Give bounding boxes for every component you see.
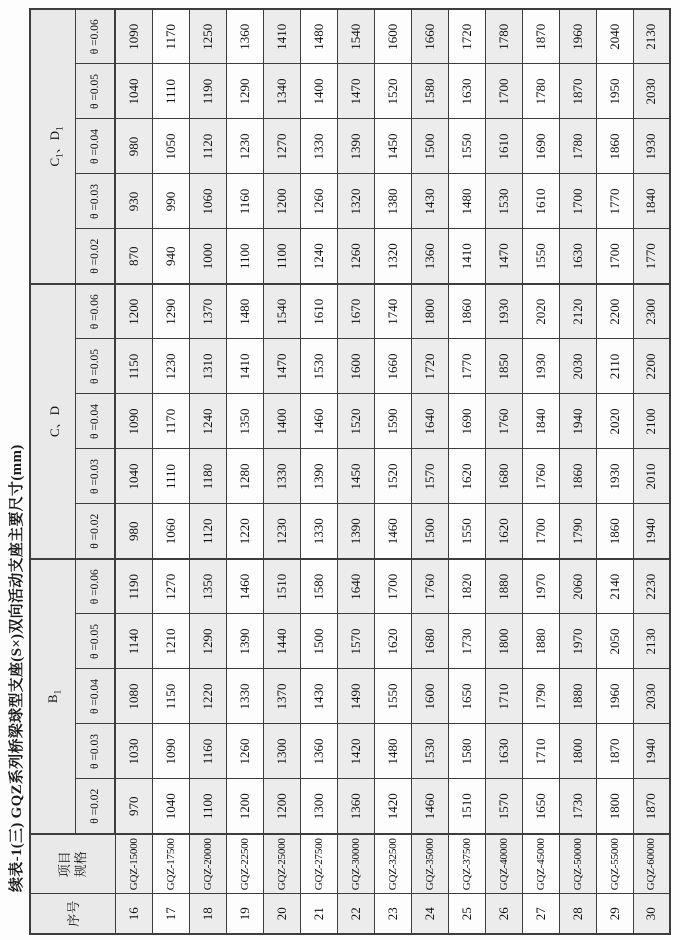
value-cell: 1230 <box>263 504 300 559</box>
value-cell: 1450 <box>374 119 411 174</box>
value-cell: 1520 <box>374 64 411 119</box>
spec-cell: GQZ-35000 <box>411 834 448 894</box>
value-cell: 1780 <box>559 119 596 174</box>
value-cell: 1650 <box>522 779 559 834</box>
value-cell: 1480 <box>300 9 337 64</box>
value-cell: 1050 <box>152 119 189 174</box>
value-cell: 1200 <box>115 284 152 339</box>
spec-cell: GQZ-60000 <box>633 834 670 894</box>
value-cell: 2100 <box>633 394 670 449</box>
value-cell: 1850 <box>485 339 522 394</box>
value-cell: 1600 <box>411 669 448 724</box>
value-cell: 2020 <box>522 284 559 339</box>
value-cell: 1640 <box>337 559 374 614</box>
value-cell: 1360 <box>337 779 374 834</box>
serial-cell: 20 <box>263 894 300 934</box>
value-cell: 1600 <box>374 9 411 64</box>
page-title: 续表-1(三) GQZ系列桥梁球型支座(S×)双向活动支座主要尺寸(mm) <box>9 444 25 892</box>
value-cell: 1370 <box>263 669 300 724</box>
value-cell: 1390 <box>300 449 337 504</box>
value-cell: 1040 <box>152 779 189 834</box>
value-cell: 1300 <box>300 779 337 834</box>
table-row <box>337 9 374 934</box>
value-cell: 1290 <box>152 284 189 339</box>
group-header-cd: C、D <box>30 284 76 559</box>
spec-header-line: 规格 <box>72 851 88 878</box>
value-cell: 1320 <box>337 174 374 229</box>
value-cell: 1790 <box>559 504 596 559</box>
table-row <box>596 9 633 934</box>
value-cell: 2110 <box>596 339 633 394</box>
value-cell: 1680 <box>485 449 522 504</box>
value-cell: 1340 <box>263 64 300 119</box>
value-cell: 1410 <box>226 339 263 394</box>
value-cell: 1950 <box>596 64 633 119</box>
value-cell: 1780 <box>522 64 559 119</box>
table-row <box>633 9 670 934</box>
value-cell: 1610 <box>522 174 559 229</box>
value-cell: 1470 <box>485 229 522 284</box>
value-cell: 1760 <box>485 394 522 449</box>
theta-header-cell: θ =0.02 <box>76 229 116 284</box>
value-cell: 1100 <box>226 229 263 284</box>
value-cell: 1500 <box>411 504 448 559</box>
value-cell: 1190 <box>115 559 152 614</box>
value-cell: 1240 <box>300 229 337 284</box>
value-cell: 1180 <box>189 449 226 504</box>
value-cell: 1400 <box>263 394 300 449</box>
table-row <box>448 9 485 934</box>
value-cell: 1800 <box>559 724 596 779</box>
value-cell: 2040 <box>596 9 633 64</box>
value-cell: 1840 <box>522 394 559 449</box>
serial-cell: 24 <box>411 894 448 934</box>
value-cell: 1410 <box>263 9 300 64</box>
spec-cell: GQZ-32500 <box>374 834 411 894</box>
value-cell: 930 <box>115 174 152 229</box>
value-cell: 1110 <box>152 449 189 504</box>
value-cell: 1000 <box>189 229 226 284</box>
serial-cell: 21 <box>300 894 337 934</box>
value-cell: 1320 <box>374 229 411 284</box>
theta-header-cell: θ =0.05 <box>76 614 116 669</box>
theta-header-cell: θ =0.02 <box>76 504 116 559</box>
value-cell: 1290 <box>189 614 226 669</box>
serial-cell: 19 <box>226 894 263 934</box>
value-cell: 1690 <box>522 119 559 174</box>
value-cell: 1860 <box>448 284 485 339</box>
theta-header-cell: θ =0.03 <box>76 174 116 229</box>
value-cell: 1330 <box>300 119 337 174</box>
value-cell: 1460 <box>226 559 263 614</box>
serial-cell: 25 <box>448 894 485 934</box>
value-cell: 1200 <box>263 779 300 834</box>
spec-cell: GQZ-37500 <box>448 834 485 894</box>
table-row <box>559 9 596 934</box>
value-cell: 1380 <box>374 174 411 229</box>
value-cell: 1100 <box>263 229 300 284</box>
value-cell: 1040 <box>115 64 152 119</box>
value-cell: 1360 <box>411 229 448 284</box>
value-cell: 1160 <box>189 724 226 779</box>
value-cell: 1800 <box>485 614 522 669</box>
value-cell: 2120 <box>559 284 596 339</box>
value-cell: 1860 <box>596 504 633 559</box>
value-cell: 1190 <box>189 64 226 119</box>
value-cell: 1580 <box>448 724 485 779</box>
value-cell: 1260 <box>300 174 337 229</box>
value-cell: 1620 <box>448 449 485 504</box>
dimensions-table <box>29 8 671 935</box>
value-cell: 1740 <box>374 284 411 339</box>
theta-header-cell: θ =0.05 <box>76 64 116 119</box>
theta-header-cell: θ =0.06 <box>76 559 116 614</box>
value-cell: 1930 <box>522 339 559 394</box>
value-cell: 1720 <box>448 9 485 64</box>
value-cell: 1160 <box>226 174 263 229</box>
value-cell: 2060 <box>559 559 596 614</box>
value-cell: 1970 <box>522 559 559 614</box>
value-cell: 1200 <box>263 174 300 229</box>
value-cell: 1330 <box>226 669 263 724</box>
value-cell: 1930 <box>485 284 522 339</box>
value-cell: 1170 <box>152 9 189 64</box>
value-cell: 1090 <box>115 9 152 64</box>
value-cell: 1580 <box>411 64 448 119</box>
spec-cell: GQZ-40000 <box>485 834 522 894</box>
value-cell: 1940 <box>633 504 670 559</box>
value-cell: 1550 <box>448 504 485 559</box>
value-cell: 1760 <box>522 449 559 504</box>
spec-cell: GQZ-25000 <box>263 834 300 894</box>
value-cell: 1940 <box>559 394 596 449</box>
value-cell: 1510 <box>448 779 485 834</box>
spec-cell: GQZ-20000 <box>189 834 226 894</box>
value-cell: 1870 <box>596 724 633 779</box>
value-cell: 1460 <box>411 779 448 834</box>
value-cell: 1960 <box>559 9 596 64</box>
spec-header-cell <box>30 834 115 894</box>
value-cell: 1430 <box>411 174 448 229</box>
value-cell: 1110 <box>152 64 189 119</box>
value-cell: 1600 <box>337 339 374 394</box>
value-cell: 1520 <box>337 394 374 449</box>
value-cell: 1440 <box>263 614 300 669</box>
theta-header-cell: θ =0.02 <box>76 779 116 834</box>
value-cell: 1630 <box>485 724 522 779</box>
value-cell: 1630 <box>448 64 485 119</box>
table-row <box>300 9 337 934</box>
header-row-groups <box>30 9 76 934</box>
value-cell: 1150 <box>152 669 189 724</box>
value-cell: 980 <box>115 119 152 174</box>
value-cell: 1480 <box>448 174 485 229</box>
value-cell: 1140 <box>115 614 152 669</box>
theta-header-cell: θ =0.03 <box>76 724 116 779</box>
value-cell: 1700 <box>522 504 559 559</box>
value-cell: 1550 <box>448 119 485 174</box>
value-cell: 990 <box>152 174 189 229</box>
value-cell: 1470 <box>337 64 374 119</box>
value-cell: 2200 <box>633 339 670 394</box>
value-cell: 2030 <box>559 339 596 394</box>
value-cell: 1170 <box>152 394 189 449</box>
value-cell: 1570 <box>485 779 522 834</box>
spec-cell: GQZ-22500 <box>226 834 263 894</box>
value-cell: 1770 <box>633 229 670 284</box>
value-cell: 1840 <box>633 174 670 229</box>
value-cell: 1610 <box>300 284 337 339</box>
serial-cell: 30 <box>633 894 670 934</box>
value-cell: 1270 <box>263 119 300 174</box>
value-cell: 870 <box>115 229 152 284</box>
value-cell: 1060 <box>152 504 189 559</box>
theta-header-cell: θ =0.03 <box>76 449 116 504</box>
value-cell: 1940 <box>633 724 670 779</box>
table-row <box>263 9 300 934</box>
value-cell: 1460 <box>374 504 411 559</box>
value-cell: 1460 <box>300 394 337 449</box>
value-cell: 1450 <box>337 449 374 504</box>
value-cell: 1710 <box>522 724 559 779</box>
value-cell: 1860 <box>596 119 633 174</box>
value-cell: 1870 <box>559 64 596 119</box>
value-cell: 1860 <box>559 449 596 504</box>
value-cell: 1080 <box>115 669 152 724</box>
value-cell: 1200 <box>226 779 263 834</box>
header-row-thetas <box>76 9 116 934</box>
serial-cell: 28 <box>559 894 596 934</box>
value-cell: 1610 <box>485 119 522 174</box>
spec-cell: GQZ-45000 <box>522 834 559 894</box>
value-cell: 1120 <box>189 504 226 559</box>
value-cell: 1430 <box>300 669 337 724</box>
theta-header-cell: θ =0.04 <box>76 669 116 724</box>
value-cell: 1580 <box>300 559 337 614</box>
value-cell: 1370 <box>189 284 226 339</box>
value-cell: 1820 <box>448 559 485 614</box>
value-cell: 1640 <box>411 394 448 449</box>
value-cell: 1540 <box>337 9 374 64</box>
value-cell: 1650 <box>448 669 485 724</box>
value-cell: 1730 <box>448 614 485 669</box>
value-cell: 1770 <box>596 174 633 229</box>
value-cell: 1870 <box>633 779 670 834</box>
value-cell: 1530 <box>300 339 337 394</box>
value-cell: 1880 <box>559 669 596 724</box>
value-cell: 1410 <box>448 229 485 284</box>
theta-header-cell: θ =0.06 <box>76 284 116 339</box>
value-cell: 1490 <box>337 669 374 724</box>
value-cell: 1300 <box>263 724 300 779</box>
table-row <box>374 9 411 934</box>
value-cell: 1040 <box>115 449 152 504</box>
value-cell: 1390 <box>337 504 374 559</box>
value-cell: 1540 <box>263 284 300 339</box>
value-cell: 1790 <box>522 669 559 724</box>
spec-cell: GQZ-27500 <box>300 834 337 894</box>
table-row <box>189 9 226 934</box>
serial-cell: 29 <box>596 894 633 934</box>
table-row <box>411 9 448 934</box>
value-cell: 1280 <box>226 449 263 504</box>
value-cell: 1270 <box>152 559 189 614</box>
value-cell: 1230 <box>226 119 263 174</box>
value-cell: 1680 <box>411 614 448 669</box>
spec-cell: GQZ-55000 <box>596 834 633 894</box>
value-cell: 2030 <box>633 669 670 724</box>
value-cell: 1100 <box>189 779 226 834</box>
value-cell: 1350 <box>226 394 263 449</box>
value-cell: 1240 <box>189 394 226 449</box>
value-cell: 1700 <box>485 64 522 119</box>
value-cell: 1390 <box>226 614 263 669</box>
value-cell: 980 <box>115 504 152 559</box>
group-header-b1: $B_1$ <box>30 559 76 834</box>
table-body <box>115 9 670 934</box>
group-header-c1d1: $C_1$、$D_1$ <box>30 9 76 284</box>
serial-cell: 17 <box>152 894 189 934</box>
value-cell: 1220 <box>189 669 226 724</box>
value-cell: 1550 <box>522 229 559 284</box>
value-cell: 1800 <box>411 284 448 339</box>
value-cell: 1620 <box>485 504 522 559</box>
value-cell: 1660 <box>374 339 411 394</box>
value-cell: 1550 <box>374 669 411 724</box>
value-cell: 1400 <box>300 64 337 119</box>
value-cell: 1700 <box>374 559 411 614</box>
value-cell: 1590 <box>374 394 411 449</box>
value-cell: 2140 <box>596 559 633 614</box>
value-cell: 2020 <box>596 394 633 449</box>
table-row <box>485 9 522 934</box>
value-cell: 1770 <box>448 339 485 394</box>
spec-cell: GQZ-15000 <box>115 834 152 894</box>
value-cell: 1360 <box>226 9 263 64</box>
value-cell: 1360 <box>300 724 337 779</box>
value-cell: 1480 <box>226 284 263 339</box>
value-cell: 1620 <box>374 614 411 669</box>
value-cell: 2130 <box>633 9 670 64</box>
theta-header-cell: θ =0.04 <box>76 119 116 174</box>
value-cell: 1520 <box>374 449 411 504</box>
value-cell: 1570 <box>337 614 374 669</box>
value-cell: 1310 <box>189 339 226 394</box>
value-cell: 1700 <box>596 229 633 284</box>
value-cell: 1530 <box>411 724 448 779</box>
serial-cell: 18 <box>189 894 226 934</box>
value-cell: 1730 <box>559 779 596 834</box>
theta-header-cell: θ =0.06 <box>76 9 116 64</box>
value-cell: 1470 <box>263 339 300 394</box>
value-cell: 1510 <box>263 559 300 614</box>
table-row <box>226 9 263 934</box>
value-cell: 1630 <box>559 229 596 284</box>
value-cell: 1480 <box>374 724 411 779</box>
value-cell: 1330 <box>300 504 337 559</box>
value-cell: 1880 <box>485 559 522 614</box>
theta-header-cell: θ =0.04 <box>76 394 116 449</box>
value-cell: 2200 <box>596 284 633 339</box>
serial-header-cell: 序号 <box>30 894 115 934</box>
value-cell: 1060 <box>189 174 226 229</box>
value-cell: 1570 <box>411 449 448 504</box>
spec-cell: GQZ-17500 <box>152 834 189 894</box>
value-cell: 2130 <box>633 614 670 669</box>
value-cell: 1260 <box>337 229 374 284</box>
value-cell: 1710 <box>485 669 522 724</box>
value-cell: 1390 <box>337 119 374 174</box>
value-cell: 1960 <box>596 669 633 724</box>
value-cell: 1220 <box>226 504 263 559</box>
spec-cell: GQZ-50000 <box>559 834 596 894</box>
value-cell: 1420 <box>337 724 374 779</box>
value-cell: 1930 <box>633 119 670 174</box>
value-cell: 1500 <box>411 119 448 174</box>
value-cell: 1350 <box>189 559 226 614</box>
value-cell: 1500 <box>300 614 337 669</box>
spec-header-line: 项目 <box>56 851 72 878</box>
value-cell: 1260 <box>226 724 263 779</box>
value-cell: 1880 <box>522 614 559 669</box>
table-header <box>30 9 115 934</box>
value-cell: 1760 <box>411 559 448 614</box>
serial-cell: 26 <box>485 894 522 934</box>
value-cell: 1670 <box>337 284 374 339</box>
value-cell: 1690 <box>448 394 485 449</box>
value-cell: 1330 <box>263 449 300 504</box>
value-cell: 1930 <box>596 449 633 504</box>
value-cell: 1090 <box>152 724 189 779</box>
spec-cell: GQZ-30000 <box>337 834 374 894</box>
table-row <box>152 9 189 934</box>
value-cell: 1970 <box>559 614 596 669</box>
value-cell: 1120 <box>189 119 226 174</box>
value-cell: 2230 <box>633 559 670 614</box>
serial-cell: 22 <box>337 894 374 934</box>
value-cell: 1780 <box>485 9 522 64</box>
value-cell: 1230 <box>152 339 189 394</box>
value-cell: 1420 <box>374 779 411 834</box>
value-cell: 940 <box>152 229 189 284</box>
value-cell: 1660 <box>411 9 448 64</box>
value-cell: 1870 <box>522 9 559 64</box>
value-cell: 1800 <box>596 779 633 834</box>
value-cell: 2300 <box>633 284 670 339</box>
value-cell: 1720 <box>411 339 448 394</box>
value-cell: 1150 <box>115 339 152 394</box>
value-cell: 1290 <box>226 64 263 119</box>
value-cell: 1530 <box>485 174 522 229</box>
table-row <box>522 9 559 934</box>
value-cell: 1700 <box>559 174 596 229</box>
value-cell: 1210 <box>152 614 189 669</box>
value-cell: 1250 <box>189 9 226 64</box>
value-cell: 2010 <box>633 449 670 504</box>
serial-cell: 23 <box>374 894 411 934</box>
value-cell: 1030 <box>115 724 152 779</box>
serial-cell: 27 <box>522 894 559 934</box>
serial-cell: 16 <box>115 894 152 934</box>
value-cell: 970 <box>115 779 152 834</box>
value-cell: 2030 <box>633 64 670 119</box>
value-cell: 1090 <box>115 394 152 449</box>
table-row <box>115 9 152 934</box>
theta-header-cell: θ =0.05 <box>76 339 116 394</box>
value-cell: 2050 <box>596 614 633 669</box>
